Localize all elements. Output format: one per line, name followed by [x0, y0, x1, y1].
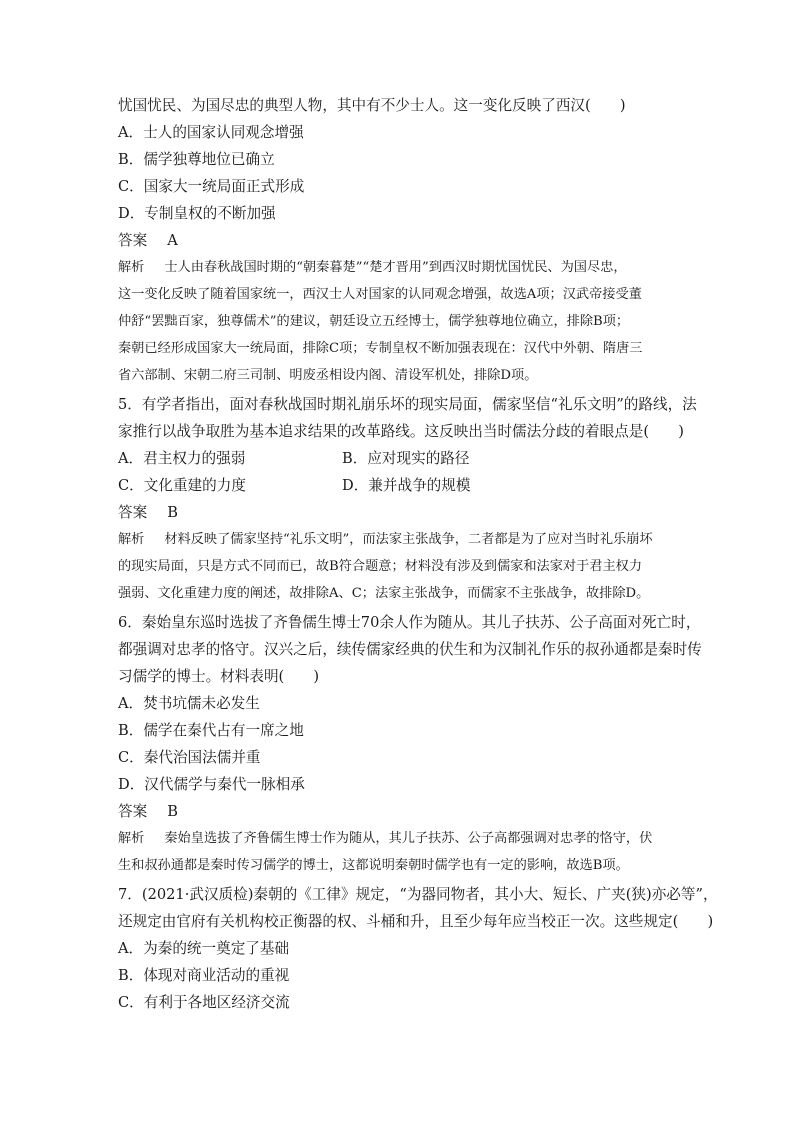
question-stem-line: 家推行以战争取胜为基本追求结果的改革路线。这反映出当时儒法分歧的着眼点是( ) — [118, 423, 684, 440]
question-stem-line: 习儒学的博士。材料表明( ) — [118, 668, 320, 685]
option-c: C．有利于各地区经济交流 — [118, 994, 290, 1011]
option-c: C．文化重建的力度 — [118, 477, 246, 494]
option-a: A．士人的国家认同观念增强 — [118, 124, 304, 141]
question-stem-line: 7．(2021·武汉质检)秦朝的《工律》规定，“为器同物者，其小大、短长、广夹(狭)亦必等”， — [118, 886, 718, 903]
option-a: A．为秦的统一奠定了基础 — [118, 940, 290, 957]
option-b: B．应对现实的路径 — [342, 450, 470, 467]
analysis-line: 生和叔孙通都是秦时传习儒学的博士，这都说明秦朝时儒学也有一定的影响，故选B项。 — [118, 858, 629, 873]
option-a: A．焚书坑儒未必发生 — [118, 695, 260, 712]
analysis-line: 解析 士人由春秋战国时期的“朝秦暮楚”“楚才晋用”到西汉时期忧国忧民、为国尽忠， — [118, 260, 627, 275]
answer-row — [118, 802, 178, 822]
analysis-line: 秦朝已经形成国家大一统局面，排除C项；专制皇权不断加强表现在：汉代中外朝、隋唐三 — [118, 341, 643, 356]
answer-row — [118, 231, 178, 251]
answer-row — [118, 503, 178, 523]
question-stem-line: 5．有学者指出，面对春秋战国时期礼崩乐坏的现实局面，儒家坚信“礼乐文明”的路线，法 — [118, 396, 697, 413]
answer-value: B — [167, 504, 178, 521]
option-b: B．体现对商业活动的重视 — [118, 967, 290, 984]
analysis-line: 解析 材料反映了儒家坚持“礼乐文明”，而法家主张战争，二者都是为了应对当时礼乐崩坏 — [118, 532, 653, 547]
analysis-line: 这一变化反映了随着国家统一，西汉士人对国家的认同观念增强，故选A项；汉武帝接受董 — [118, 287, 642, 302]
question-stem-line: 6．秦始皇东巡时选拔了齐鲁儒生博士70余人作为随从。其儿子扶苏、公子高面对死亡时， — [118, 614, 701, 631]
answer-label: 答案 — [118, 504, 148, 521]
answer-value: B — [167, 803, 178, 820]
analysis-line: 强弱、文化重建力度的阐述，故排除A、C；法家主张战争，而儒家不主张战争，故排除D。 — [118, 586, 650, 601]
question-stem-line: 还规定由官府有关机构校正衡器的权、斗桶和升，且至少每年应当校正一次。这些规定( ) — [118, 913, 714, 930]
option-b: B．儒学在秦代占有一席之地 — [118, 722, 304, 739]
option-a: A．君主权力的强弱 — [118, 450, 246, 467]
option-b: B．儒学独尊地位已确立 — [118, 151, 275, 168]
option-c: C．秦代治国法儒并重 — [118, 749, 261, 766]
option-d: D．兼并战争的规模 — [342, 477, 471, 494]
option-c: C．国家大一统局面正式形成 — [118, 178, 305, 195]
question-stem-line: 都强调对忠孝的恪守。汉兴之后，续传儒家经典的伏生和为汉制礼作乐的叔孙通都是秦时传 — [118, 641, 702, 658]
analysis-label: 解析 — [118, 831, 145, 846]
analysis-label: 解析 — [118, 532, 145, 547]
analysis-line: 仲舒“罢黜百家，独尊儒术”的建议，朝廷设立五经博士，儒学独尊地位确立，排除B项； — [118, 314, 630, 329]
analysis-line: 解析 秦始皇选拔了齐鲁儒生博士作为随从，其儿子扶苏、公子高都强调对忠孝的恪守，伏 — [118, 831, 653, 846]
analysis-line: 的现实局面，只是方式不同而已，故B符合题意；材料没有涉及到儒家和法家对于君主权力 — [118, 559, 642, 574]
option-d: D．专制皇权的不断加强 — [118, 205, 276, 222]
answer-label: 答案 — [118, 803, 148, 820]
question-stem-line: 忧国忧民、为国尽忠的典型人物，其中有不少士人。这一变化反映了西汉( ) — [118, 97, 626, 114]
analysis-label: 解析 — [118, 260, 145, 275]
answer-label: 答案 — [118, 232, 148, 249]
answer-value: A — [167, 232, 178, 249]
option-d: D．汉代儒学与秦代一脉相承 — [118, 776, 305, 793]
analysis-line: 省六部制、宋朝二府三司制、明废丞相设内阁、清设军机处，排除D项。 — [118, 368, 538, 383]
